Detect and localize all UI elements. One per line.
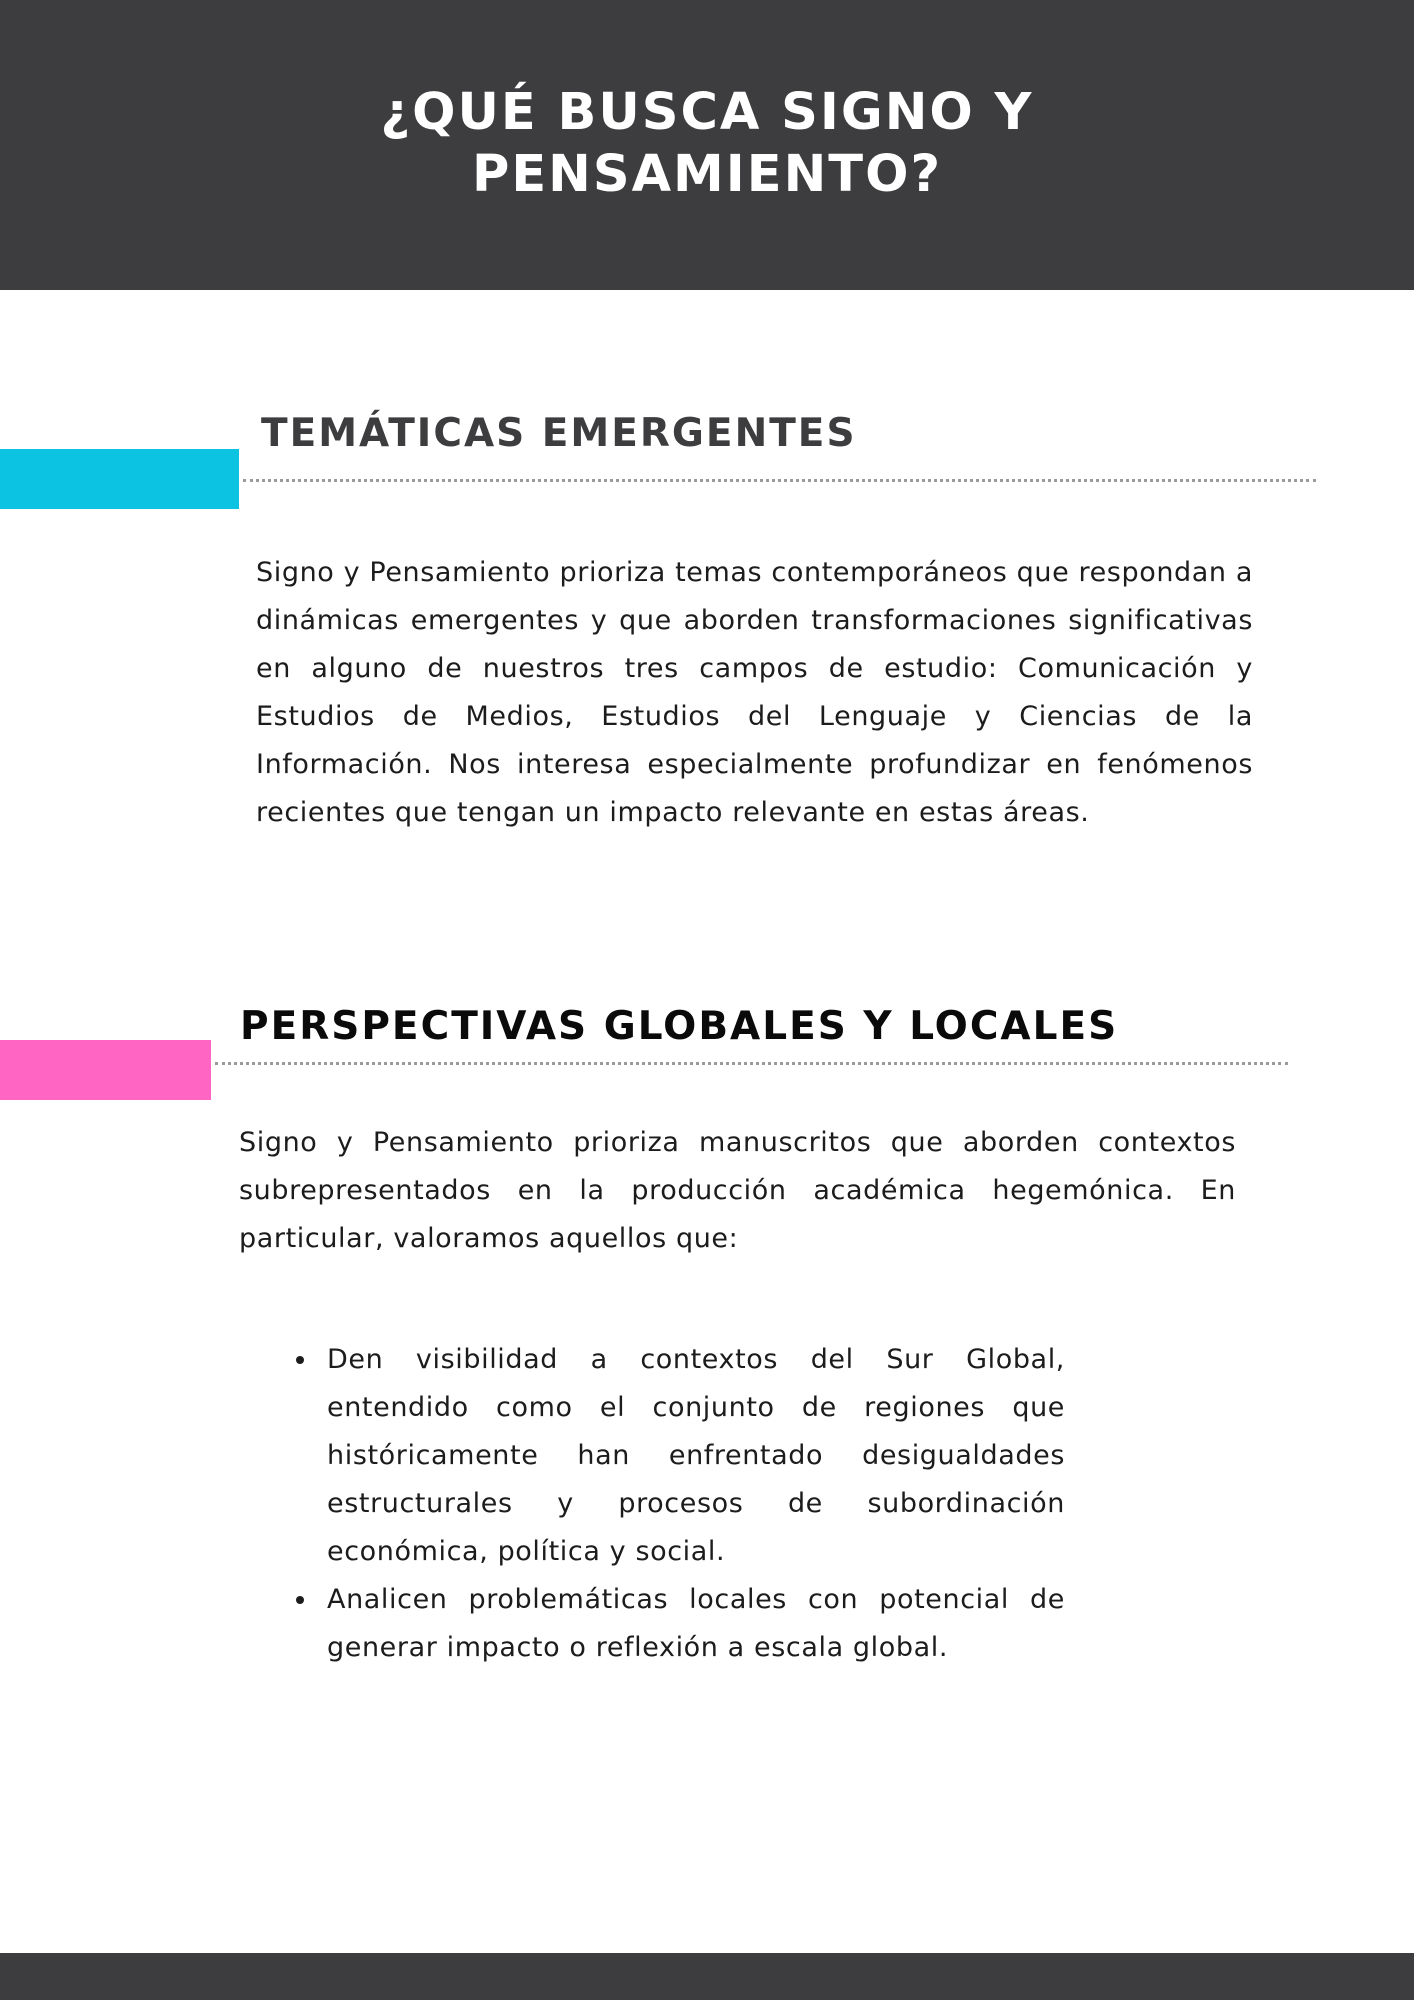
section-accent-bar-pink — [0, 1040, 211, 1100]
page-title — [0, 82, 1414, 206]
bullet-icon — [296, 1356, 304, 1364]
section-heading-tematicas-emergentes: TEMÁTICAS EMERGENTES — [261, 411, 857, 456]
section-accent-bar-cyan — [0, 449, 239, 509]
list-item — [290, 1336, 1065, 1576]
section-divider — [243, 479, 1316, 482]
section-body-perspectivas-globales-locales: Signo y Pensamiento prioriza manuscritos que aborden contextos subrepresentados en la producción académica hegemónica. En particular, valoramos aquellos que: — [239, 1127, 1236, 1254]
section-body-tematicas-emergentes: Signo y Pensamiento prioriza temas contemporáneos que respondan a dinámicas emergentes y que aborden transformaciones significativas en alguno de nuestros tres campos de estudio: Comunicación y Estudios de Medios, Estudios del Lenguaje y Ciencias de la Información. Nos interesa especialmente profundizar en fenómenos recientes que tengan un impacto relevante en estas áreas. — [256, 557, 1253, 828]
section-heading-perspectivas-globales-locales: PERSPECTIVAS GLOBALES Y LOCALES — [240, 1004, 1119, 1049]
page-title-line-1: ¿QUÉ BUSCA SIGNO Y — [380, 83, 1034, 142]
page-header — [0, 0, 1414, 290]
list-item — [290, 1576, 1065, 1672]
list-item-text: Den visibilidad a contextos del Sur Global, entendido como el conjunto de regiones que históricamente han enfrentado desigualdades estructurales y procesos de subordinación económica, política y social. — [327, 1344, 1065, 1567]
bullet-list — [290, 1336, 1065, 1672]
list-item-text: Analicen problemáticas locales con potencial de generar impacto o reflexión a escala global. — [327, 1584, 1065, 1663]
page-footer — [0, 1953, 1414, 2000]
section-divider — [215, 1062, 1288, 1065]
bullet-icon — [296, 1596, 304, 1604]
page-title-line-2: PENSAMIENTO? — [471, 145, 943, 204]
